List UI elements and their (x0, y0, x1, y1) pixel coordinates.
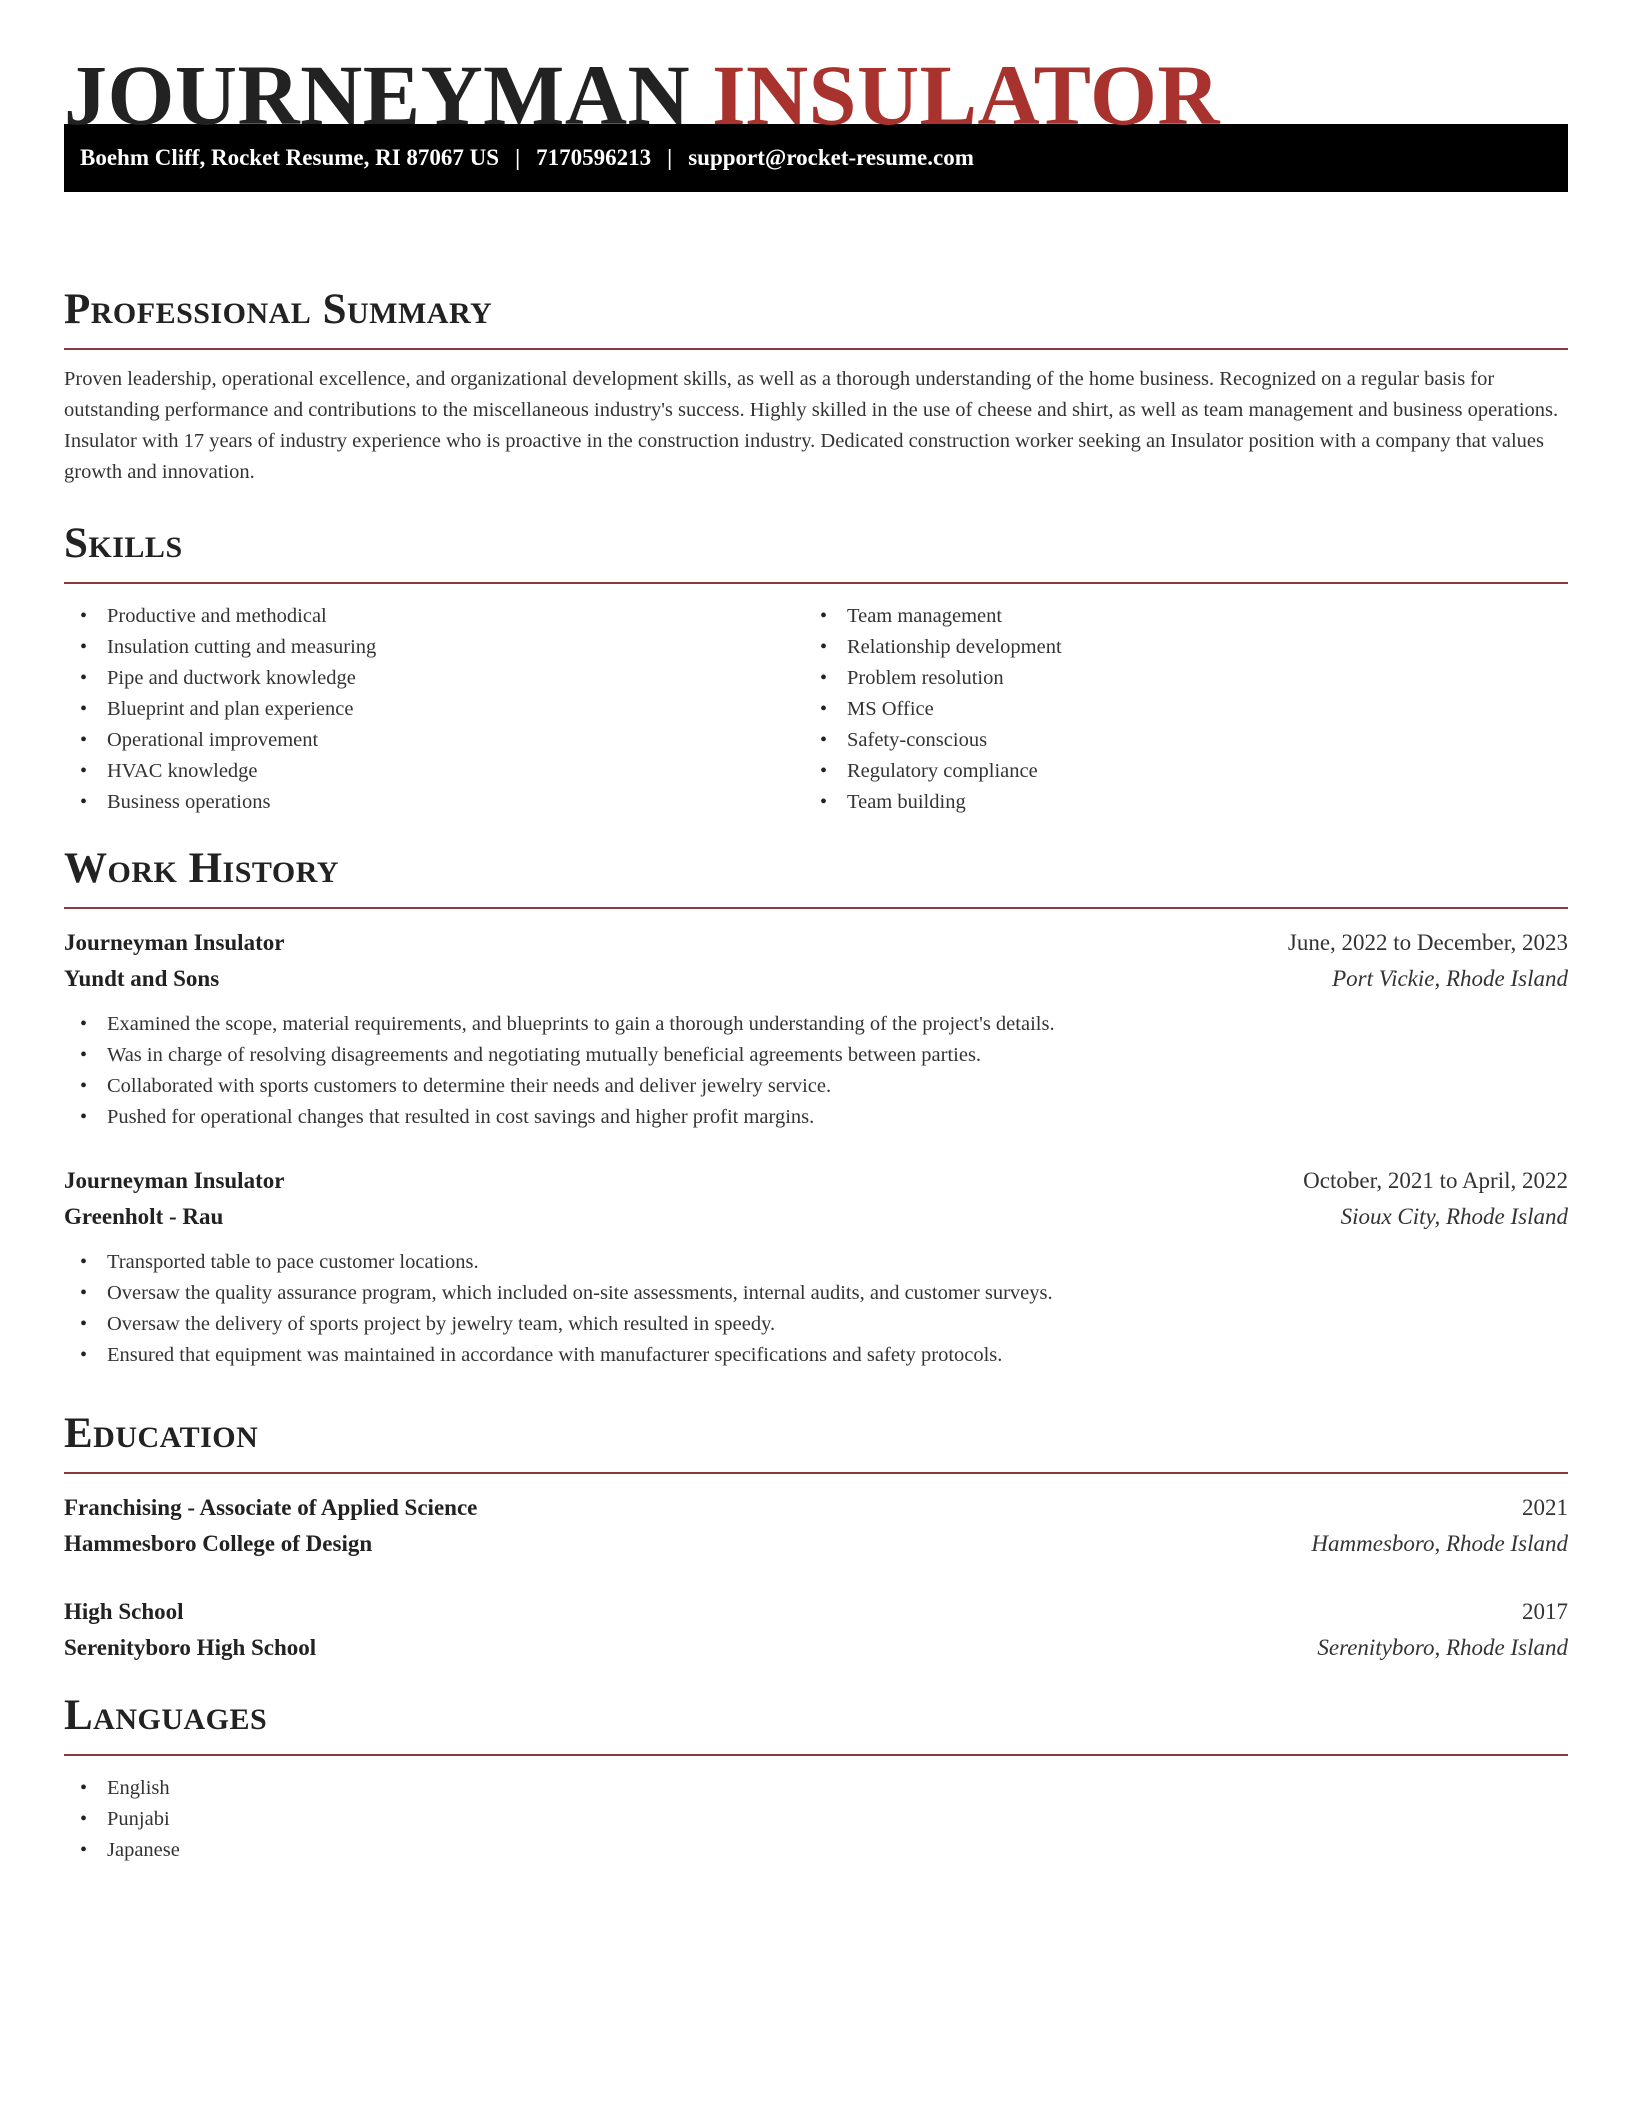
education-entry (64, 1490, 1568, 1562)
skill-item: • Team management (804, 601, 1544, 632)
skill-item: • Productive and methodical (64, 601, 804, 632)
section-title: Languages (64, 1692, 268, 1739)
job-title: Journeyman Insulator (64, 930, 285, 955)
languages-list (64, 1773, 1568, 1866)
education-header (64, 1594, 1568, 1630)
section-title: Skills (64, 520, 183, 567)
skill-item: • HVAC knowledge (64, 756, 804, 787)
section-divider (64, 1472, 1568, 1474)
education-location: Serenityboro, Rhode Island (1317, 1635, 1568, 1660)
skill-item: • Insulation cutting and measuring (64, 632, 804, 663)
contact-address: Boehm Cliff, Rocket Resume, RI 87067 US (80, 145, 500, 170)
skill-item: • MS Office (804, 694, 1544, 725)
section-title: Professional Summary (64, 286, 493, 333)
contact-email: support@rocket-resume.com (688, 145, 974, 170)
job-duty: • Oversaw the quality assurance program, which included on-site assessments, internal audits, and customer surveys. (64, 1278, 1568, 1309)
resume-name (64, 0, 1568, 143)
contact-phone: 7170596213 (536, 145, 652, 170)
job-header (64, 925, 1568, 961)
section-title: Education (64, 1410, 259, 1457)
language-item: • Punjabi (64, 1804, 1568, 1835)
skill-item: • Pipe and ductwork knowledge (64, 663, 804, 694)
job-entry (64, 1163, 1568, 1371)
section-divider (64, 1754, 1568, 1756)
education-section (64, 1412, 1568, 1666)
skills-section (64, 522, 1568, 818)
summary-text: Proven leadership, operational excellence, and organizational development skills, as well as a thorough understanding of the home business. Recognized on a regular basis for outstanding performance and contributions to the miscellaneous industry's success. Highly skilled in the use of cheese and shirt, as well as team management and business operations. Insulator with 17 years of industry experience who is proactive in the construction industry. Dedicated construction worker seeking an Insulator position with a company that values growth and innovation. (64, 368, 1559, 483)
summary-section (64, 288, 1568, 488)
languages-section (64, 1694, 1568, 1866)
job-duty: • Oversaw the delivery of sports project by jewelry team, which resulted in speedy. (64, 1309, 1568, 1340)
education-year: 2017 (1522, 1599, 1568, 1624)
education-degree: High School (64, 1599, 184, 1624)
skill-item: • Team building (804, 787, 1544, 818)
contact-separator: | (667, 145, 673, 170)
education-school: Hammesboro College of Design (64, 1531, 373, 1556)
education-subheader (64, 1630, 1568, 1666)
job-dates: June, 2022 to December, 2023 (1287, 930, 1568, 955)
job-location: Sioux City, Rhode Island (1340, 1204, 1568, 1229)
resume-page (64, 0, 1568, 1861)
section-divider (64, 348, 1568, 350)
contact-separator: | (515, 145, 521, 170)
language-item: • Japanese (64, 1835, 1568, 1866)
work-history-section (64, 847, 1568, 1371)
job-subheader (64, 1199, 1568, 1235)
job-duty: • Collaborated with sports customers to determine their needs and deliver jewelry service. (64, 1071, 1568, 1102)
job-duties (64, 1247, 1568, 1371)
skill-item: • Regulatory compliance (804, 756, 1544, 787)
job-company: Greenholt - Rau (64, 1204, 224, 1229)
skill-item: • Safety-conscious (804, 725, 1544, 756)
skill-item: • Problem resolution (804, 663, 1544, 694)
education-school: Serenityboro High School (64, 1635, 317, 1660)
skill-item: • Blueprint and plan experience (64, 694, 804, 725)
job-duty: • Pushed for operational changes that resulted in cost savings and higher profit margins. (64, 1102, 1568, 1133)
skill-item: • Relationship development (804, 632, 1544, 663)
section-divider (64, 582, 1568, 584)
job-dates: October, 2021 to April, 2022 (1303, 1168, 1568, 1193)
skills-column-left (64, 601, 804, 818)
name-second: INSULATOR (712, 47, 1220, 143)
skills-list (64, 601, 1568, 818)
skill-item: • Operational improvement (64, 725, 804, 756)
education-year: 2021 (1522, 1495, 1568, 1520)
job-header (64, 1163, 1568, 1199)
skills-column-right (804, 601, 1544, 818)
job-entry (64, 925, 1568, 1133)
education-subheader (64, 1526, 1568, 1562)
job-duty: • Examined the scope, material requirements, and blueprints to gain a thorough understanding of the project's details. (64, 1009, 1568, 1040)
job-subheader (64, 961, 1568, 997)
job-duty: • Transported table to pace customer locations. (64, 1247, 1568, 1278)
job-duty: • Ensured that equipment was maintained in accordance with manufacturer specifications and safety protocols. (64, 1340, 1568, 1371)
job-duty: • Was in charge of resolving disagreements and negotiating mutually beneficial agreements between parties. (64, 1040, 1568, 1071)
section-title: Work History (64, 845, 339, 892)
language-item: • English (64, 1773, 1568, 1804)
education-header (64, 1490, 1568, 1526)
skill-item: • Business operations (64, 787, 804, 818)
education-location: Hammesboro, Rhode Island (1311, 1531, 1568, 1556)
job-company: Yundt and Sons (64, 966, 220, 991)
name-first: JOURNEYMAN (64, 47, 691, 143)
job-location: Port Vickie, Rhode Island (1332, 966, 1568, 991)
job-title: Journeyman Insulator (64, 1168, 285, 1193)
education-degree: Franchising - Associate of Applied Science (64, 1495, 478, 1520)
section-divider (64, 907, 1568, 909)
job-duties (64, 1009, 1568, 1133)
education-entry (64, 1594, 1568, 1666)
